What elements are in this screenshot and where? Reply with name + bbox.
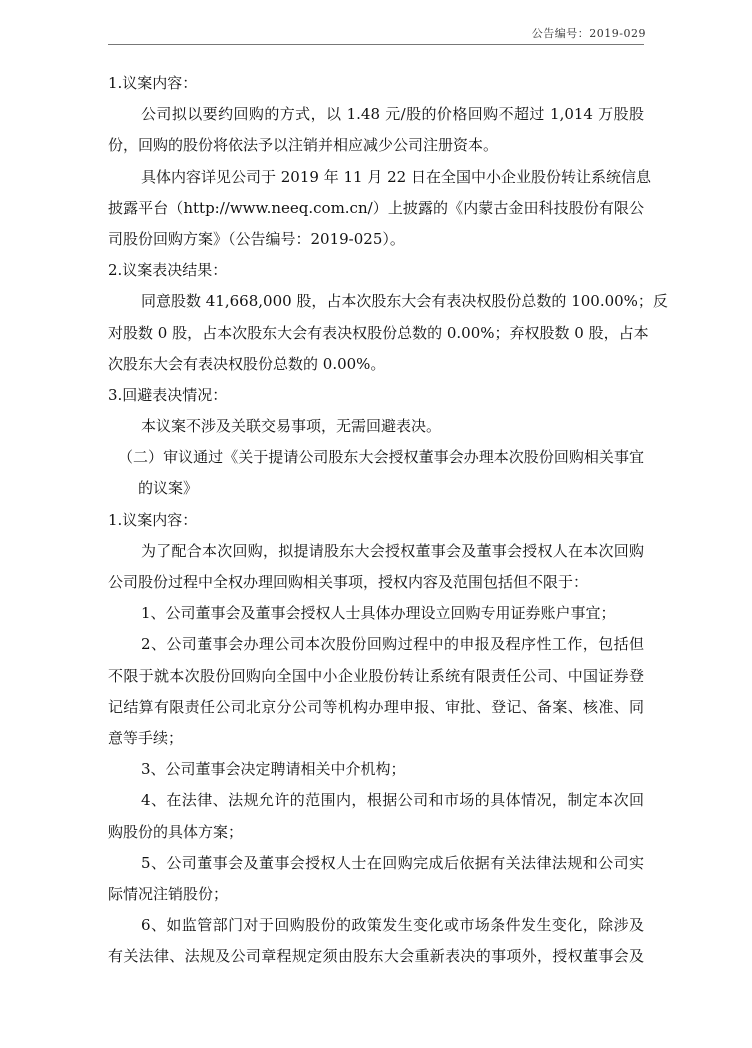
paragraph-line: 意等手续； bbox=[108, 728, 184, 747]
list-item: 3、公司董事会决定聘请相关中介机构； bbox=[141, 760, 406, 779]
paragraph-line: 公司拟以要约回购的方式，以 1.48 元/股的价格回购不超过 1,014 万股股 bbox=[141, 105, 644, 124]
paragraph-line: 有关法律、法规及公司章程规定须由股东大会重新表决的事项外，授权董事会及 bbox=[108, 947, 644, 966]
paragraph-line: 购股份的具体方案； bbox=[108, 822, 244, 841]
paragraph-line: 本议案不涉及关联交易事项，无需回避表决。 bbox=[141, 417, 442, 436]
header-divider bbox=[108, 44, 644, 45]
notice-number: 公告编号：2019-029 bbox=[531, 27, 646, 40]
paragraph-line: 不限于就本次股份回购向全国中小企业股份转让系统有限责任公司、中国证券登 bbox=[108, 666, 644, 685]
motion-title: 的议案》 bbox=[138, 479, 199, 498]
paragraph-line: 具体内容详见公司于 2019 年 11 月 22 日在全国中小企业股份转让系统信息 bbox=[141, 167, 651, 186]
document-body bbox=[108, 68, 668, 972]
list-item: 5、公司董事会及董事会授权人士在回购完成后依据有关法律法规和公司实 bbox=[141, 853, 644, 872]
list-item: 1、公司董事会及董事会授权人士具体办理设立回购专用证券账户事宜； bbox=[141, 604, 616, 623]
section-heading: 2.议案表决结果： bbox=[108, 261, 228, 280]
paragraph-line: 记结算有限责任公司北京分公司等机构办理申报、审批、登记、备案、核准、同 bbox=[108, 697, 644, 716]
list-item: 6、如监管部门对于回购股份的政策发生变化或市场条件发生变化，除涉及 bbox=[141, 916, 644, 935]
paragraph-line: 披露平台（http://www.neeq.com.cn/）上披露的《内蒙古金田科技股份有限公 bbox=[108, 198, 644, 217]
paragraph-line: 对股数 0 股，占本次股东大会有表决权股份总数的 0.00%；弃权股数 0 股，占本 bbox=[108, 323, 649, 342]
paragraph-line: 际情况注销股份； bbox=[108, 884, 229, 903]
paragraph-line: 次股东大会有表决权股份总数的 0.00%。 bbox=[108, 354, 386, 373]
motion-title: （二）审议通过《关于提请公司股东大会授权董事会办理本次股份回购相关事宜 bbox=[118, 448, 644, 467]
paragraph-line: 同意股数 41,668,000 股，占本次股东大会有表决权股份总数的 100.00%；反 bbox=[141, 292, 668, 311]
section-heading: 1.议案内容： bbox=[108, 510, 198, 529]
section-heading: 1.议案内容： bbox=[108, 74, 198, 92]
paragraph-line: 为了配合本次回购，拟提请股东大会授权董事会及董事会授权人在本次回购 bbox=[141, 541, 644, 560]
paragraph-line: 份，回购的股份将依法予以注销并相应减少公司注册资本。 bbox=[108, 136, 499, 155]
list-item: 4、在法律、法规允许的范围内，根据公司和市场的具体情况，制定本次回 bbox=[141, 791, 644, 810]
paragraph-line: 司股份回购方案》（公告编号：2019-025）。 bbox=[108, 229, 405, 248]
paragraph-line: 公司股份过程中全权办理回购相关事项，授权内容及范围包括但不限于： bbox=[108, 573, 589, 591]
section-heading: 3.回避表决情况： bbox=[108, 385, 228, 404]
list-item: 2、公司董事会办理公司本次股份回购过程中的申报及程序性工作，包括但 bbox=[141, 635, 644, 654]
